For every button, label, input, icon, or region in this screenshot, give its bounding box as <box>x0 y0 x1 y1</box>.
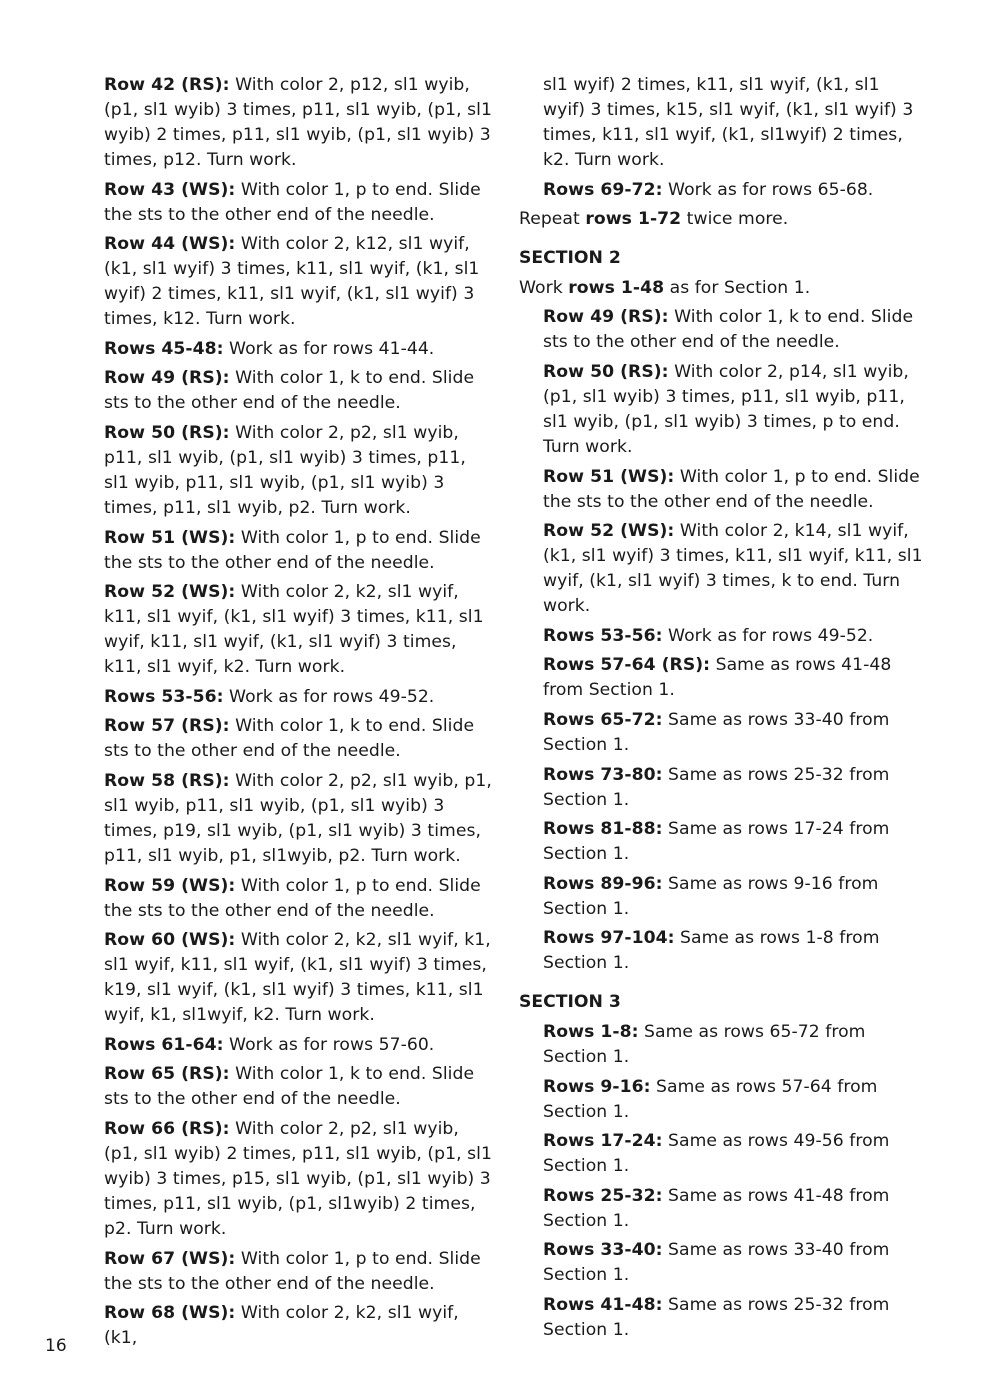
s2-row-52-instruction <box>543 519 924 619</box>
row-text: With color 1, p to end. Slide the sts to the other end of the needle. <box>543 466 920 512</box>
row-text: Same as rows 41-48 from Section 1. <box>543 655 892 701</box>
row-label: Row 60 (WS): <box>104 930 236 951</box>
row-text: Same as rows 9-16 from Section 1. <box>543 873 879 919</box>
s3-rows-25-32-instruction <box>543 1184 924 1234</box>
intro-bold: rows 1-48 <box>568 277 665 298</box>
s2-rows-97-104-instruction <box>543 926 924 976</box>
row-text: Same as rows 41-48 from Section 1. <box>543 1185 890 1231</box>
row-label: Row 65 (RS): <box>104 1064 230 1085</box>
row-text: With color 1, p to end. Slide the sts to the other end of the needle. <box>104 527 481 573</box>
row-label: Rows 89-96: <box>543 873 663 894</box>
row-label: Row 58 (RS): <box>104 770 230 791</box>
row-51-instruction <box>104 526 494 576</box>
row-text: Work as for rows 49-52. <box>662 625 874 646</box>
row-label: Row 49 (RS): <box>104 368 230 389</box>
s2-row-51-instruction <box>543 465 924 515</box>
row-text: With color 1, k to end. Slide sts to the other end of the needle. <box>104 1064 475 1110</box>
row-label: Rows 69-72: <box>543 179 663 200</box>
rows-69-72-instruction <box>543 178 924 203</box>
repeat-instruction <box>519 207 924 232</box>
s2-rows-53-56-instruction <box>543 624 924 649</box>
intro-post: as for Section 1. <box>664 277 811 298</box>
row-label: Row 57 (RS): <box>104 716 230 737</box>
row-label: Rows 53-56: <box>543 625 663 646</box>
rows-45-48-instruction <box>104 337 494 362</box>
row-text: With color 1, p to end. Slide the sts to the other end of the needle. <box>104 875 481 921</box>
right-column <box>519 73 924 1347</box>
s3-rows-33-40-instruction <box>543 1238 924 1288</box>
s2-rows-73-80-instruction <box>543 763 924 813</box>
row-text: Same as rows 33-40 from Section 1. <box>543 1240 890 1286</box>
row-58-instruction <box>104 769 494 869</box>
row-text: Work as for rows 49-52. <box>223 686 435 707</box>
row-50-instruction <box>104 421 494 521</box>
row-label: Rows 45-48: <box>104 338 224 359</box>
row-label: Rows 1-8: <box>543 1021 639 1042</box>
s3-rows-17-24-instruction <box>543 1129 924 1179</box>
row-49-instruction <box>104 366 494 416</box>
row-label: Rows 9-16: <box>543 1076 651 1097</box>
row-text: Same as rows 25-32 from Section 1. <box>543 764 890 810</box>
row-text: Same as rows 17-24 from Section 1. <box>543 819 890 865</box>
row-label: Row 50 (RS): <box>104 422 230 443</box>
repeat-bold: rows 1-72 <box>585 209 682 230</box>
row-text: With color 2, p12, sl1 wyib, (p1, sl1 wyib) 3 times, p11, sl1 wyib, (p1, sl1 wyib) 2 times, p11, sl1 wyib, (p1, sl1 wyib) 3 times, p12. Turn work. <box>104 75 492 170</box>
row-label: Rows 57-64 (RS): <box>543 655 711 676</box>
row-44-instruction <box>104 232 494 332</box>
section-3-heading: SECTION 3 <box>519 992 621 1013</box>
row-label: Rows 33-40: <box>543 1240 663 1261</box>
rows-53-56-instruction <box>104 685 494 710</box>
row-67-instruction <box>104 1247 494 1297</box>
row-text: With color 2, p2, sl1 wyib, (p1, sl1 wyib) 2 times, p11, sl1 wyib, (p1, sl1 wyib) 3 times, p15, sl1 wyib, (p1, sl1 wyib) 3 times, p11, sl1 wyib, (p1, sl1wyib) 2 times, p2. Turn work. <box>104 1118 492 1239</box>
row-68-instruction <box>104 1301 494 1351</box>
row-68-continuation: sl1 wyif) 2 times, k11, sl1 wyif, (k1, sl1 wyif) 3 times, k15, sl1 wyif, (k1, sl1 wyif) 3 times, k11, sl1 wyif, (k1, sl1wyif) 2 times, k2. Turn work. <box>543 75 914 170</box>
row-label: Row 66 (RS): <box>104 1118 230 1139</box>
row-label: Row 51 (WS): <box>543 466 675 487</box>
intro-pre: Work <box>519 277 569 298</box>
row-text: Work as for rows 57-60. <box>223 1034 435 1055</box>
row-text: With color 2, k2, sl1 wyif, k11, sl1 wyif, (k1, sl1 wyif) 3 times, k11, sl1 wyif, k11, sl1 wyif, (k1, sl1 wyif) 3 times, k11, sl1 wyif, k2. Turn work. <box>104 582 484 678</box>
row-52-instruction <box>104 580 494 680</box>
row-42-instruction <box>104 73 494 173</box>
row-text: With color 2, p2, sl1 wyib, p1, sl1 wyib, p11, sl1 wyib, (p1, sl1 wyib) 3 times, p19, sl1 wyib, (p1, sl1 wyib) 3 times, p11, sl1 wyib, p1, sl1wyib, p2. Turn work. <box>104 770 492 866</box>
row-text: With color 1, p to end. Slide the sts to the other end of the needle. <box>104 1248 481 1294</box>
row-label: Rows 81-88: <box>543 819 663 840</box>
row-label: Rows 17-24: <box>543 1131 663 1152</box>
row-text: With color 2, p2, sl1 wyib, p11, sl1 wyib, (p1, sl1 wyib) 3 times, p11, sl1 wyib, p11, sl1 wyib, (p1, sl1 wyib) 3 times, p11, sl1 wyib, p2. Turn work. <box>104 422 466 518</box>
s2-rows-57-64-instruction <box>543 653 924 703</box>
row-label: Row 44 (WS): <box>104 234 236 255</box>
row-label: Row 49 (RS): <box>543 307 669 328</box>
s2-rows-81-88-instruction <box>543 817 924 867</box>
left-column <box>104 73 494 1356</box>
section-2-intro <box>519 276 924 301</box>
row-text: With color 2, k2, sl1 wyif, k1, sl1 wyif, k11, sl1 wyif, (k1, sl1 wyif) 3 times, k19, sl1 wyif, (k1, sl1 wyif) 3 times, k11, sl1 wyif, k1, sl1wyif, k2. Turn work. <box>104 930 491 1026</box>
row-text: Same as rows 49-56 from Section 1. <box>543 1131 890 1177</box>
row-label: Rows 53-56: <box>104 686 224 707</box>
row-text: With color 2, k14, sl1 wyif, (k1, sl1 wyif) 3 times, k11, sl1 wyif, k11, sl1 wyif, (k1, sl1 wyif) 3 times, k to end. Turn work. <box>543 521 923 617</box>
s3-rows-1-8-instruction <box>543 1020 924 1070</box>
row-label: Row 67 (WS): <box>104 1248 236 1269</box>
row-text: Same as rows 33-40 from Section 1. <box>543 709 890 755</box>
row-65-instruction <box>104 1062 494 1112</box>
s3-rows-9-16-instruction <box>543 1075 924 1125</box>
row-label: Row 51 (WS): <box>104 527 236 548</box>
row-label: Row 50 (RS): <box>543 361 669 382</box>
row-label: Row 59 (WS): <box>104 875 236 896</box>
row-label: Rows 65-72: <box>543 709 663 730</box>
row-text: Work as for rows 41-44. <box>223 338 435 359</box>
row-label: Rows 73-80: <box>543 764 663 785</box>
row-label: Rows 97-104: <box>543 928 675 949</box>
s3-rows-41-48-instruction <box>543 1293 924 1343</box>
row-text: With color 2, k2, sl1 wyif, (k1, <box>104 1303 459 1349</box>
row-text: With color 1, p to end. Slide the sts to the other end of the needle. <box>104 179 481 225</box>
row-label: Row 42 (RS): <box>104 75 230 95</box>
repeat-post: twice more. <box>681 209 789 230</box>
row-text: With color 1, k to end. Slide sts to the other end of the needle. <box>543 307 914 353</box>
row-60-instruction <box>104 928 494 1028</box>
row-text: Same as rows 1-8 from Section 1. <box>543 928 880 974</box>
row-text: Same as rows 57-64 from Section 1. <box>543 1076 878 1122</box>
row-label: Rows 25-32: <box>543 1185 663 1206</box>
row-43-instruction <box>104 178 494 228</box>
repeat-pre: Repeat <box>519 209 586 230</box>
row-label: Row 43 (WS): <box>104 179 236 200</box>
row-text: Same as rows 25-32 from Section 1. <box>543 1294 890 1340</box>
row-label: Rows 41-48: <box>543 1294 663 1315</box>
row-label: Row 52 (WS): <box>104 582 236 603</box>
s2-row-49-instruction <box>543 305 924 355</box>
row-label: Rows 61-64: <box>104 1034 224 1055</box>
row-text: With color 2, p14, sl1 wyib, (p1, sl1 wyib) 3 times, p11, sl1 wyib, p11, sl1 wyib, (p1, sl1 wyib) 3 times, p to end. Turn work. <box>543 361 909 457</box>
row-text: Same as rows 65-72 from Section 1. <box>543 1021 866 1067</box>
section-2-heading: SECTION 2 <box>519 248 621 269</box>
s2-rows-65-72-instruction <box>543 708 924 758</box>
row-text: With color 1, k to end. Slide sts to the other end of the needle. <box>104 716 475 762</box>
s2-rows-89-96-instruction <box>543 872 924 922</box>
s2-row-50-instruction <box>543 360 924 460</box>
rows-61-64-instruction <box>104 1033 494 1058</box>
row-57-instruction <box>104 714 494 764</box>
row-text: With color 1, k to end. Slide sts to the other end of the needle. <box>104 368 475 414</box>
row-label: Row 52 (WS): <box>543 521 675 542</box>
row-label: Row 68 (WS): <box>104 1303 236 1324</box>
page-number: 16 <box>45 1336 67 1356</box>
row-text: Work as for rows 65-68. <box>662 179 874 200</box>
row-59-instruction <box>104 874 494 924</box>
row-text: With color 2, k12, sl1 wyif, (k1, sl1 wyif) 3 times, k11, sl1 wyif, (k1, sl1 wyif) 2 times, k11, sl1 wyif, (k1, sl1 wyif) 3 times, k12. Turn work. <box>104 234 480 330</box>
row-66-instruction <box>104 1117 494 1242</box>
